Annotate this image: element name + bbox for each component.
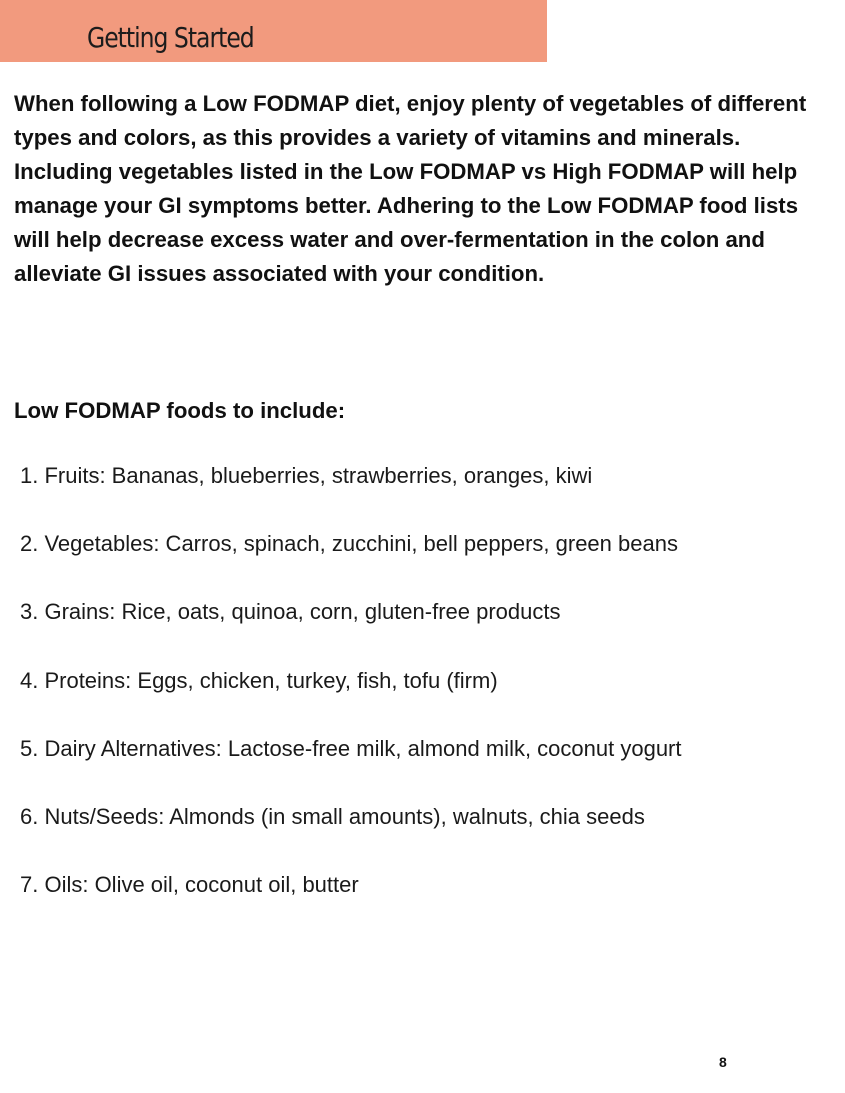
food-list — [20, 459, 682, 936]
food-list-item-grains: 3. Grains: Rice, oats, quinoa, corn, gluten-free products — [20, 599, 561, 625]
food-list-item-nuts-seeds: 6. Nuts/Seeds: Almonds (in small amounts), walnuts, chia seeds — [20, 803, 645, 829]
page-title: Getting Started — [87, 21, 254, 54]
food-list-item-vegetables: 2. Vegetables: Carros, spinach, zucchini, bell peppers, green beans — [20, 531, 678, 557]
food-list-item-proteins: 4. Proteins: Eggs, chicken, turkey, fish, tofu (firm) — [20, 667, 498, 693]
header-banner — [0, 0, 547, 62]
page-number: 8 — [719, 1054, 727, 1070]
food-list-item-oils: 7. Oils: Olive oil, coconut oil, butter — [20, 872, 359, 898]
intro-paragraph: When following a Low FODMAP diet, enjoy plenty of vegetables of different types and colors, as this provides a variety of vitamins and minerals. Including vegetables listed in the Low FODMAP vs High FODMAP will help manage your GI symptoms better. Adhering to the Low FODMAP food lists will help decrease excess water and over-fermentation in the colon and alleviate GI issues associated with your condition. — [14, 91, 807, 286]
food-list-item-dairy-alternatives: 5. Dairy Alternatives: Lactose-free milk, almond milk, coconut yogurt — [20, 735, 682, 761]
section-heading: Low FODMAP foods to include: — [14, 398, 346, 423]
food-list-item-fruits: 1. Fruits: Bananas, blueberries, strawberries, oranges, kiwi — [20, 463, 593, 488]
